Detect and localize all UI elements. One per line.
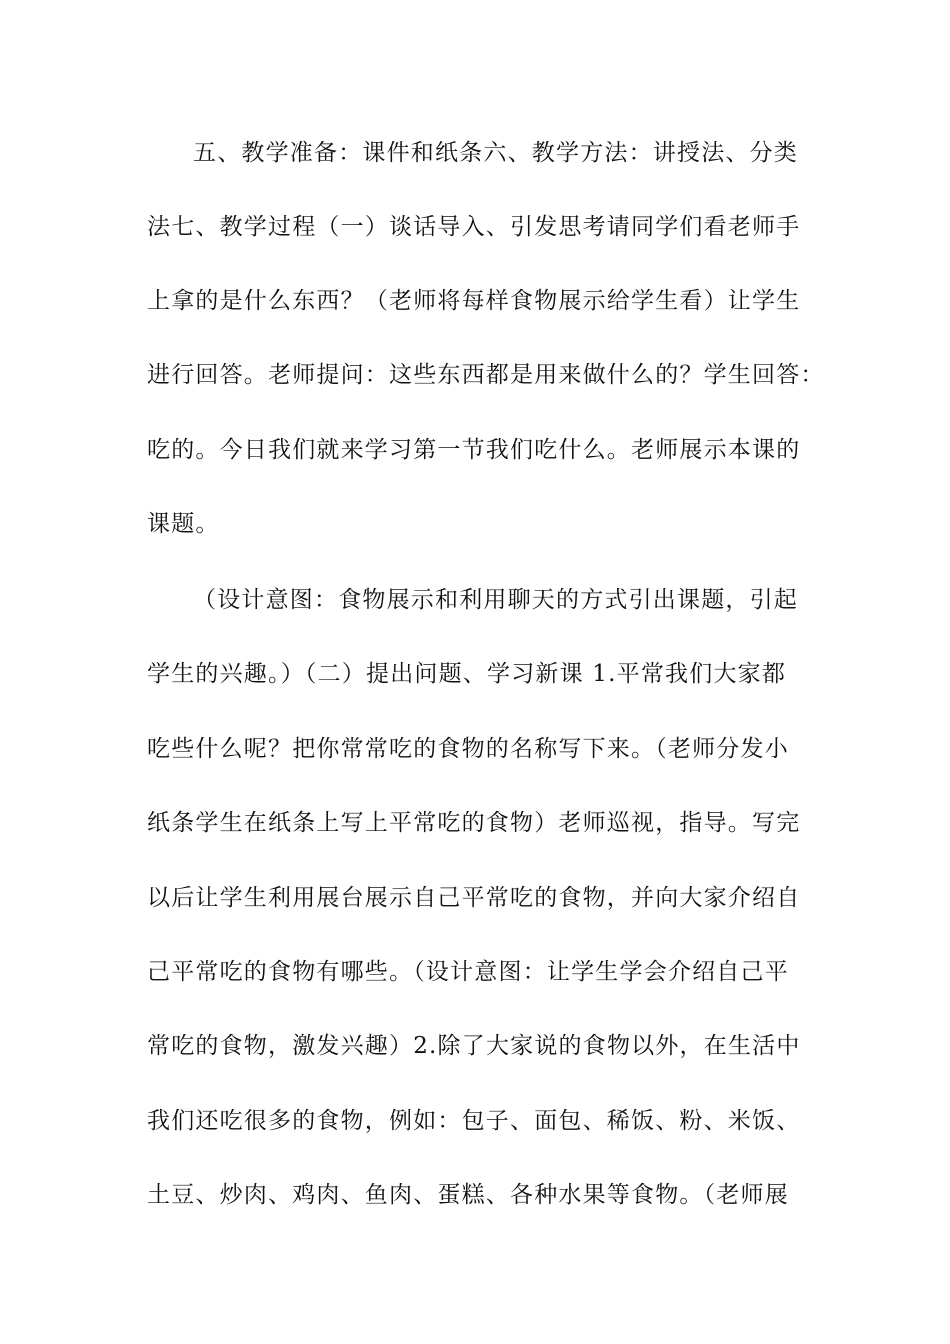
text-line: 五、教学准备：课件和纸条六、教学方法：讲授法、分类	[193, 140, 798, 166]
text-line: 课题。	[147, 511, 220, 537]
text-line: 土豆、炒肉、鸡肉、鱼肉、蛋糕、各种水果等食物。（老师展	[147, 1182, 789, 1208]
text-line: 我们还吃很多的食物，例如：包子、面包、稀饭、粉、米饭、	[147, 1108, 801, 1134]
text-line: 进行回答。老师提问：这些东西都是用来做什么的？学生回答：	[147, 362, 825, 388]
text-line: （设计意图：食物展示和利用聊天的方式引出课题，引起	[193, 587, 798, 613]
text-line: 学生的兴趣。）（二）提出问题、学习新课 1.平常我们大家都	[147, 661, 787, 687]
text-line: 吃些什么呢？把你常常吃的食物的名称写下来。（老师分发小	[147, 736, 789, 762]
text-line: 法七、教学过程（一）谈话导入、引发思考请同学们看老师手	[147, 214, 801, 240]
text-line: 纸条学生在纸条上写上平常吃的食物）老师巡视，指导。写完	[147, 810, 801, 836]
text-line: 吃的。今日我们就来学习第一节我们吃什么。老师展示本课的	[147, 437, 801, 463]
text-line: 上拿的是什么东西？（老师将每样食物展示给学生看）让学生	[147, 288, 801, 314]
text-line: 己平常吃的食物有哪些。（设计意图：让学生学会介绍自己平	[147, 959, 789, 985]
text-line: 常吃的食物，激发兴趣）2.除了大家说的食物以外，在生活中	[147, 1033, 801, 1059]
text-line: 以后让学生利用展台展示自己平常吃的食物，并向大家介绍自	[147, 885, 801, 911]
